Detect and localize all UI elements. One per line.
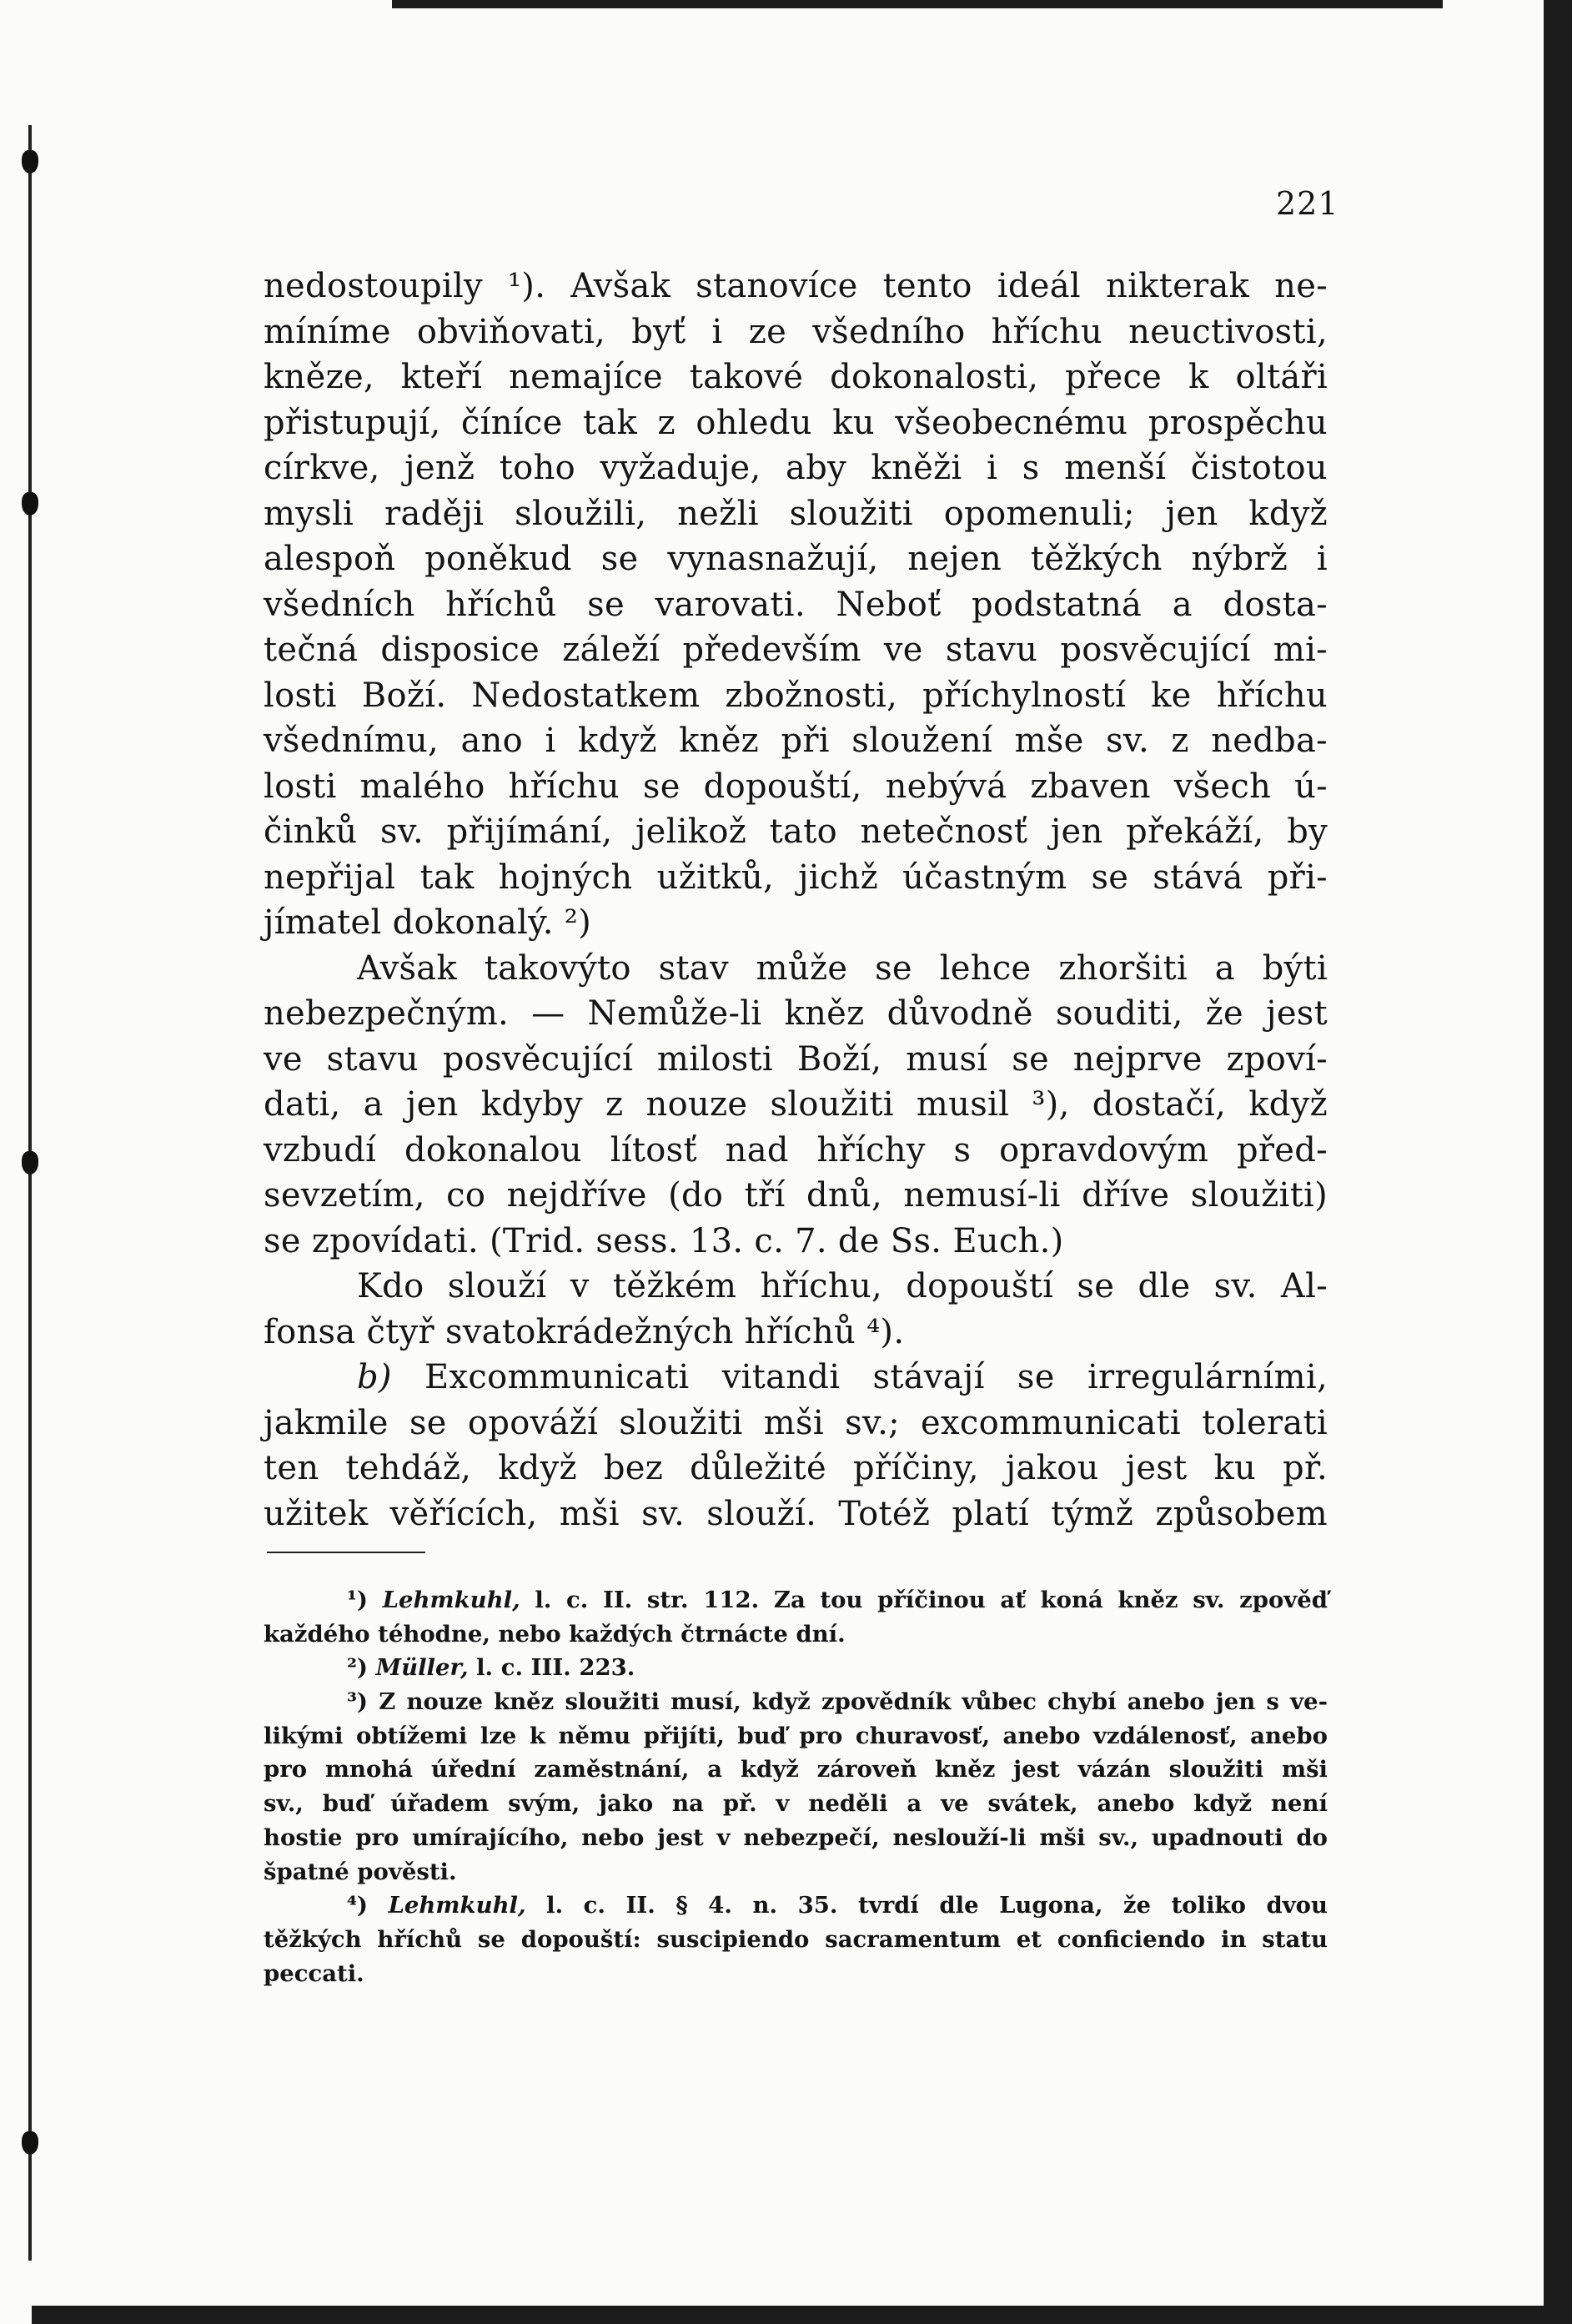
footnote-text: pro mnohá úřední zaměstnání, a když zároveň kněz jest vázán sloužiti mši: [264, 1756, 1328, 1783]
footnote-text: hostie pro umírajícího, nebo jest v nebezpečí, neslouží-li mši sv., upadnouti do: [264, 1823, 1328, 1851]
footnote-author: Müller,: [375, 1654, 469, 1682]
footnote-author: Lehmkuhl,: [382, 1587, 520, 1613]
footnote-text: l. c. II. § 4. n. 35. tvrdí dle Lugona, že toliko dvou: [525, 1892, 1328, 1919]
footnote-line: [264, 1617, 1328, 1652]
binding-hole: [22, 1151, 38, 1175]
footnote-text: likými obtížemi lze k němu přijíti, buď pro churavosť, anebo vzdálenosť, anebo: [264, 1722, 1328, 1749]
footnote-marker: ²): [347, 1654, 376, 1682]
footnote-author: Lehmkuhl,: [388, 1892, 526, 1919]
footnote-separator: [267, 1552, 425, 1553]
main-text: [264, 264, 1328, 1537]
text-line: jímatel dokonalý. ²): [264, 903, 591, 942]
scan-border-top: [392, 0, 1443, 8]
footnote-text: l. c. II. str. 112. Za tou příčinou ať koná kněz sv. zpověď: [520, 1587, 1328, 1613]
footnote-line: [264, 1685, 1328, 1719]
footnote-text: Z nouze kněz sloužiti musí, když zpovědník vůbec chybí anebo jen s ve-: [379, 1688, 1328, 1716]
scan-border-bottom: [32, 2306, 1544, 2324]
text-line: přistupují, číníce tak z ohledu ku všeobecnému prospěchu: [264, 403, 1328, 442]
scan-border-right: [1544, 0, 1572, 2324]
footnote-line: [264, 1787, 1328, 1821]
text-line: nepřijal tak hojných užitků, jichž účastným se stává při-: [264, 858, 1328, 897]
footnote-text: peccati.: [264, 1959, 364, 1987]
binding-hole: [22, 150, 38, 174]
text-line: činků sv. přijímání, jelikož tato netečnosť jen překáží, by: [264, 812, 1328, 851]
footnote-marker: ⁴): [347, 1892, 389, 1919]
text-line: tečná disposice záleží především ve stavu posvěcující mi-: [264, 631, 1328, 669]
binding-edge: [28, 125, 32, 2261]
page-number: 221: [1276, 185, 1339, 222]
footnote-line: [264, 1923, 1328, 1957]
footnote-text: l. c. III. 223.: [468, 1654, 635, 1682]
text-line: se zpovídati. (Trid. sess. 13. c. 7. de Ss. Euch.): [264, 1221, 1064, 1260]
text-line: losti malého hříchu se dopouští, nebývá zbaven všech ú-: [264, 767, 1328, 806]
text-line: Avšak takovýto stav může se lehce zhoršiti a býti: [357, 948, 1328, 988]
footnote-marker: ¹): [347, 1587, 383, 1613]
text-line: vzbudí dokonalou lítosť nad hříchy s opravdovým před-: [264, 1130, 1328, 1170]
footnote-line: [264, 1957, 1328, 1991]
text-line: losti Boží. Nedostatkem zbožnosti, příchylností ke hříchu: [264, 676, 1328, 715]
text-line: nebezpečným. — Nemůže-li kněz důvodně souditi, že jest: [264, 994, 1328, 1033]
text-line: míníme obviňovati, byť i ze všedního hříchu neuctivosti,: [264, 312, 1328, 351]
text-line: jakmile se opováží sloužiti mši sv.; excommunicati tolerati: [264, 1403, 1328, 1442]
text-line: ve stavu posvěcující milosti Boží, musí se nejprve zpoví-: [264, 1039, 1328, 1079]
binding-hole: [22, 2131, 38, 2155]
text-line-content: Excommunicati vitandi stávají se irregulárními,: [391, 1358, 1328, 1396]
binding-hole: [22, 492, 38, 516]
text-line: Kdo slouží v těžkém hříchu, dopouští se dle sv. Al-: [357, 1267, 1328, 1305]
footnote-line: [264, 1855, 1328, 1889]
footnote-text: špatné pověsti.: [264, 1858, 457, 1885]
list-marker: b): [357, 1358, 392, 1396]
footnote-line: [264, 1651, 1328, 1685]
text-line: mysli raději sloužili, nežli sloužiti opomenuli; jen když: [264, 494, 1328, 533]
text-line: alespoň poněkud se vynasnažují, nejen těžkých nýbrž i: [264, 540, 1328, 578]
footnote-marker: ³): [347, 1688, 379, 1716]
footnote-line: [264, 1753, 1328, 1787]
text-line: nedostoupily ¹). Avšak stanovíce tento ideál nikterak ne-: [264, 267, 1328, 305]
footnote-line: [264, 1889, 1328, 1923]
text-line: [264, 1355, 1328, 1401]
text-line: fonsa čtyř svatokrádežných hříchů ⁴).: [264, 1312, 905, 1351]
footnote-line: [264, 1719, 1328, 1753]
text-line: užitek věřících, mši sv. slouží. Totéž platí týmž způsobem: [264, 1494, 1328, 1533]
text-line: kněze, kteří nemajíce takové dokonalosti, přece k oltáři: [264, 358, 1328, 396]
footnote-text: každého téhodne, nebo každých čtrnácte dní.: [264, 1620, 846, 1647]
text-line: ten tehdáž, když bez důležité příčiny, jakou jest ku př.: [264, 1449, 1328, 1487]
footnote-text: sv., buď úřadem svým, jako na př. v neděli a ve svátek, anebo když není: [264, 1790, 1328, 1818]
text-line: všednímu, ano i když kněz při sloužení mše sv. z nedba-: [264, 722, 1328, 760]
footnote-text: těžkých hříchů se dopouští: suscipiendo sacramentum et conficiendo in statu: [264, 1925, 1328, 1953]
text-line: dati, a jen kdyby z nouze sloužiti musil ³), dostačí, když: [264, 1085, 1328, 1124]
text-line: všedních hříchů se varovati. Neboť podstatná a dosta-: [264, 585, 1328, 624]
text-line: sevzetím, co nejdříve (do tří dnů, nemusí-li dříve sloužiti): [264, 1176, 1328, 1215]
footnotes: [264, 1583, 1328, 1990]
text-line: církve, jenž toho vyžaduje, aby kněži i s menší čistotou: [264, 449, 1328, 487]
footnote-line: [264, 1821, 1328, 1855]
footnote-line: [264, 1583, 1328, 1617]
